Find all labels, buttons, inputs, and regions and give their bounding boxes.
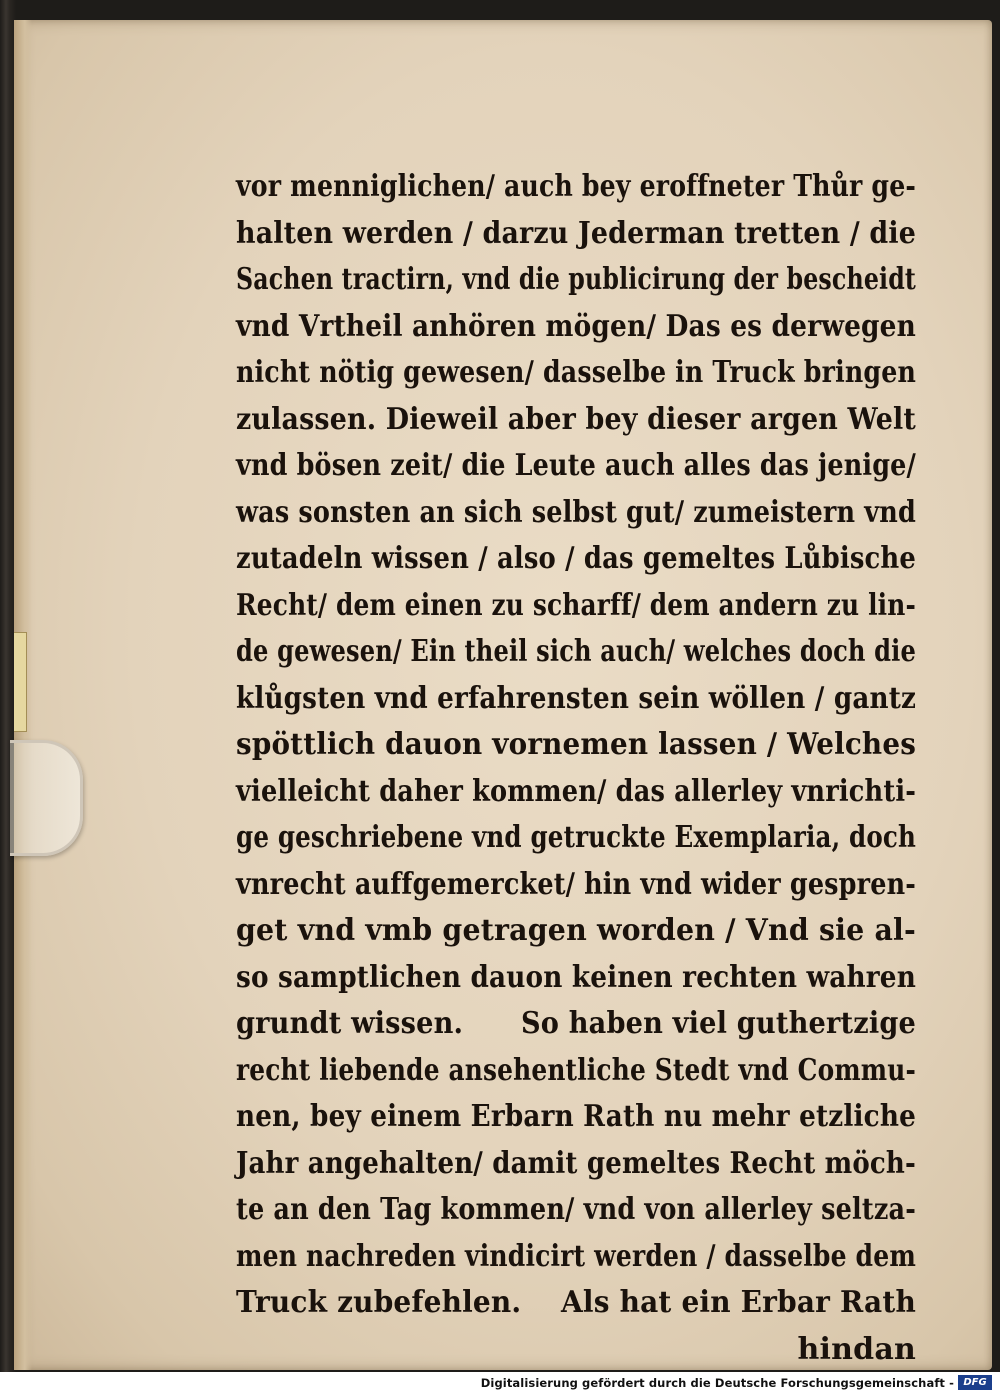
page-text-block <box>236 164 916 1373</box>
text-line: zulassen. Dieweil aber bey dieser argen Welt <box>236 401 916 437</box>
funding-credit: Digitalisierung gefördert durch die Deutsche Forschungsgemeinschaft - <box>480 1376 954 1390</box>
catchword: hindan <box>797 1331 916 1367</box>
text-line: vor menniglichen/ auch bey eroffneter Thůr ge- <box>236 169 917 204</box>
bookmark-tab <box>14 632 27 732</box>
text-line: te an den Tag kommen/ vnd von allerley seltza- <box>236 1192 916 1227</box>
text-line: Sachen tractirn, vnd die publicirung der bescheidt <box>236 262 916 297</box>
text-line: vnrecht auffgemercket/ hin vnd wider gespren- <box>236 866 917 902</box>
text-line: get vnd vmb getragen worden / Vnd sie al- <box>236 913 917 948</box>
text-line: Truck zubefehlen. Als hat ein Erbar Rath <box>236 1285 916 1320</box>
text-line: was sonsten an sich selbst gut/ zumeistern vnd <box>236 494 916 530</box>
text-line: Recht/ dem einen zu scharff/ dem andern zu lin- <box>236 587 916 623</box>
text-line: halten werden / darzu Jederman tretten / die <box>236 215 916 251</box>
book-clasp <box>10 740 83 856</box>
text-line: vnd bösen zeit/ die Leute auch alles das jenige/ <box>236 448 917 483</box>
text-line: men nachreden vindicirt werden / dasselbe dem <box>236 1238 916 1274</box>
text-line: grundt wissen. So haben viel guthertzige <box>236 1006 916 1041</box>
dfg-logo: DFG <box>958 1375 992 1390</box>
text-line: zutadeln wissen / also / das gemeltes Lůbische <box>236 541 916 576</box>
text-line: de gewesen/ Ein theil sich auch/ welches doch die <box>236 634 917 669</box>
text-line: nicht nötig gewesen/ dasselbe in Truck bringen <box>236 355 917 390</box>
text-line: vielleicht daher kommen/ das allerley vnrichti- <box>236 773 917 809</box>
text-line: so samptlichen dauon keinen rechten wahren <box>236 959 917 995</box>
text-line: vnd Vrtheil anhören mögen/ Das es derwegen <box>236 308 917 344</box>
text-line: recht liebende ansehentliche Stedt vnd Commu- <box>236 1052 916 1088</box>
text-line: klůgsten vnd erfahrensten sein wöllen / gantz <box>236 680 917 716</box>
text-line: Jahr angehalten/ damit gemeltes Recht möch- <box>236 1145 917 1181</box>
text-line: nen, bey einem Erbarn Rath nu mehr etzliche <box>236 1099 916 1134</box>
text-line: ge geschriebene vnd getruckte Exemplaria, doch <box>236 820 916 855</box>
text-line: spöttlich dauon vornemen lassen / Welches <box>236 727 917 762</box>
